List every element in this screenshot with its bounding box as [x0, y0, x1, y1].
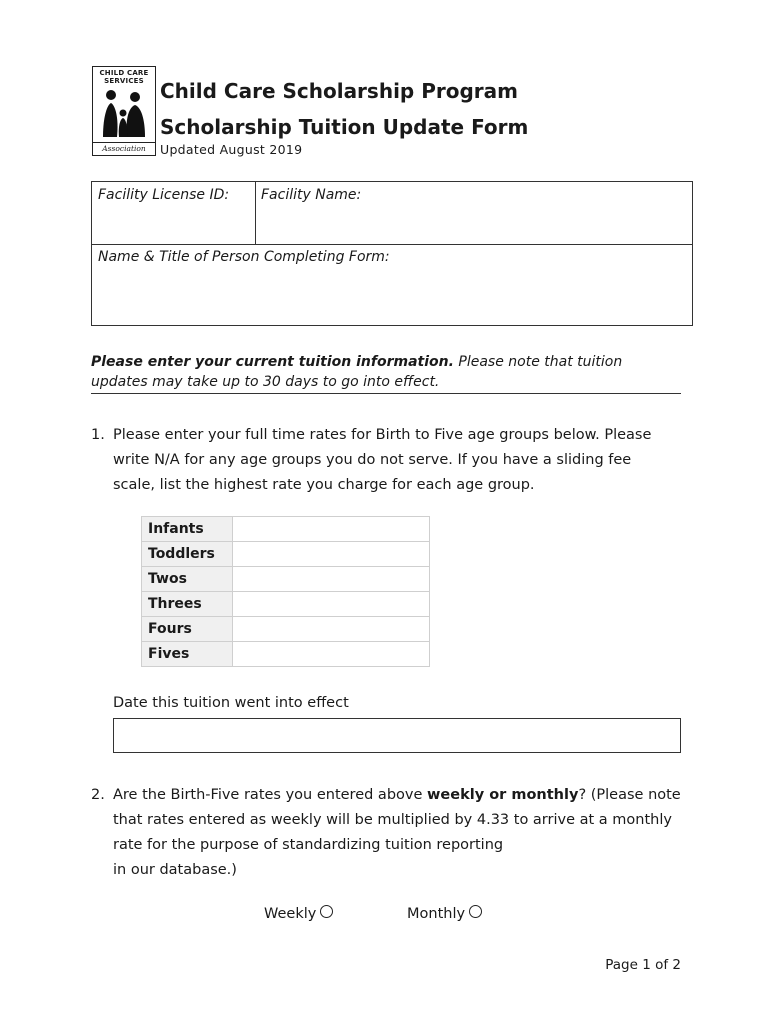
- rate-input-threes[interactable]: [233, 592, 430, 617]
- page-number: Page 1 of 2: [605, 957, 681, 973]
- question-1-line: scale, list the highest rate you charge for each age group.: [113, 477, 535, 493]
- weekly-option[interactable]: [264, 906, 333, 922]
- question-2-line: that rates entered as weekly will be multiplied by 4.33 to arrive at a monthly: [113, 812, 672, 828]
- divider: [92, 244, 692, 245]
- question-2-number: 2.: [91, 787, 105, 803]
- form-title: Scholarship Tuition Update Form: [160, 115, 529, 139]
- rate-label-threes: Threes: [142, 592, 233, 617]
- monthly-option[interactable]: [407, 906, 482, 922]
- logo-text: [95, 69, 153, 85]
- rate-label-toddlers: Toddlers: [142, 542, 233, 567]
- notice-bold: Please enter your current tuition information.: [91, 354, 454, 370]
- rate-label-fives: Fives: [142, 642, 233, 667]
- rate-label-infants: Infants: [142, 517, 233, 542]
- logo-frame: [92, 66, 156, 156]
- question-1-line: write N/A for any age groups you do not serve. If you have a sliding fee: [113, 452, 632, 468]
- table-row: [142, 567, 430, 592]
- rate-input-fives[interactable]: [233, 642, 430, 667]
- question-1-text: [113, 423, 683, 498]
- question-2-pre: Are the Birth-Five rates you entered above: [113, 787, 428, 803]
- person-name-title-field[interactable]: [93, 246, 691, 324]
- question-2-bold: weekly or monthly: [427, 787, 579, 803]
- question-1-number: 1.: [91, 427, 105, 443]
- question-2-line: [113, 783, 683, 808]
- table-row: [142, 642, 430, 667]
- question-2-line: in our database.): [113, 862, 237, 878]
- facility-name-label: Facility Name:: [261, 187, 362, 203]
- monthly-label: Monthly: [407, 906, 466, 922]
- rate-input-infants[interactable]: [233, 517, 430, 542]
- rate-input-fours[interactable]: [233, 617, 430, 642]
- rate-label-twos: Twos: [142, 567, 233, 592]
- divider: [255, 182, 256, 244]
- monthly-radio[interactable]: [469, 905, 482, 918]
- rate-input-twos[interactable]: [233, 567, 430, 592]
- table-row: [142, 617, 430, 642]
- weekly-label: Weekly: [264, 906, 317, 922]
- facility-name-field[interactable]: [257, 183, 691, 243]
- table-row: [142, 517, 430, 542]
- person-name-title-label: Name & Title of Person Completing Form:: [98, 249, 390, 265]
- tuition-notice: [91, 352, 681, 392]
- facility-license-label: Facility License ID:: [98, 187, 230, 203]
- effective-date-field[interactable]: [113, 718, 681, 753]
- csa-logo: [92, 66, 156, 156]
- family-figures-icon: [99, 87, 149, 141]
- notice-text: Please note that tuition updates may take up to 30 days to go into effect.: [91, 354, 623, 390]
- logo-line1: CHILD CARE: [99, 69, 149, 77]
- logo-association-label: Association: [93, 142, 155, 155]
- facility-info-box: [91, 181, 693, 326]
- effective-date-label: Date this tuition went into effect: [113, 695, 349, 711]
- logo-line2: SERVICES: [104, 77, 144, 85]
- table-row: [142, 542, 430, 567]
- facility-license-field[interactable]: [93, 183, 254, 243]
- question-2-text: [113, 783, 683, 883]
- question-1-line: Please enter your full time rates for Birth to Five age groups below. Please: [113, 427, 652, 443]
- divider: [91, 393, 681, 394]
- table-row: [142, 592, 430, 617]
- weekly-radio[interactable]: [320, 905, 333, 918]
- question-2-post: ? (Please note: [578, 787, 681, 803]
- updated-date: Updated August 2019: [160, 142, 303, 157]
- program-title: Child Care Scholarship Program: [160, 79, 518, 103]
- rate-input-toddlers[interactable]: [233, 542, 430, 567]
- rates-table: [141, 516, 430, 667]
- rate-label-fours: Fours: [142, 617, 233, 642]
- question-2-line: rate for the purpose of standardizing tuition reporting: [113, 837, 504, 853]
